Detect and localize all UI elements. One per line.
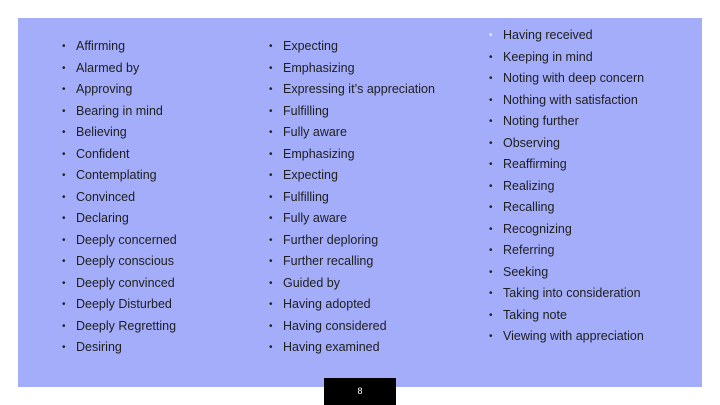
- bullet-icon: •: [62, 41, 66, 52]
- list-item: [269, 79, 435, 101]
- list-item-label: Approving: [76, 82, 133, 96]
- list-item-label: Nothing with satisfaction: [503, 92, 638, 107]
- bullet-icon: •: [269, 256, 273, 267]
- list-item-label: Viewing with appreciation: [503, 329, 644, 343]
- bullet-icon: •: [62, 191, 66, 203]
- list-item: [62, 273, 177, 295]
- list-item: [62, 337, 177, 359]
- list-item: [269, 230, 435, 252]
- bullet-icon: •: [269, 84, 273, 95]
- bullet-icon: •: [62, 62, 66, 74]
- bullet-icon: •: [269, 127, 273, 138]
- list-item-label: Fully aware: [283, 211, 347, 225]
- list-item-label: Having examined: [283, 340, 380, 354]
- list-item-label: Realizing: [503, 178, 555, 193]
- list-item: [489, 111, 644, 133]
- list-item-label: Contemplating: [76, 168, 157, 182]
- list-item: [489, 47, 644, 69]
- list-item: [489, 176, 644, 198]
- list-item-label: Recognizing: [503, 221, 572, 236]
- list-item-label: Taking into consideration: [503, 286, 641, 300]
- bullet-icon: •: [62, 148, 66, 160]
- list-item: [62, 122, 177, 144]
- list-item: [269, 144, 435, 166]
- list-item: [269, 187, 435, 209]
- list-item: [269, 208, 435, 230]
- list-item-label: Seeking: [503, 264, 549, 279]
- list-item: [62, 36, 177, 58]
- list-item-label: Recalling: [503, 200, 555, 214]
- list-item-label: Emphasizing: [283, 146, 355, 161]
- bullet-icon: •: [269, 299, 273, 310]
- list-item: [489, 240, 644, 262]
- list-item: [269, 101, 435, 123]
- bullet-icon: •: [62, 105, 66, 117]
- bullet-icon: •: [269, 277, 273, 289]
- list-item-label: Guided by: [283, 275, 340, 290]
- list-item: [62, 79, 177, 101]
- list-item: [62, 58, 177, 80]
- bullet-icon: •: [269, 320, 273, 332]
- list-item: [489, 219, 644, 241]
- list-item: [489, 68, 644, 90]
- list-item: [489, 197, 644, 219]
- list-item: [489, 305, 644, 327]
- list-item-label: Further deploring: [283, 232, 379, 247]
- bullet-icon: •: [489, 94, 493, 106]
- bullet-icon: •: [269, 148, 273, 160]
- bullet-icon: •: [489, 30, 493, 41]
- bullet-icon: •: [269, 213, 273, 224]
- bullet-icon: •: [269, 191, 273, 203]
- list-item-label: Keeping in mind: [503, 49, 593, 64]
- list-item-label: Fully aware: [283, 125, 347, 139]
- phrase-list-column-1: [62, 36, 177, 359]
- bullet-icon: •: [269, 342, 273, 353]
- bullet-icon: •: [62, 277, 66, 289]
- list-item-label: Expecting: [283, 168, 338, 182]
- list-item: [62, 294, 177, 316]
- bullet-icon: •: [489, 51, 493, 63]
- list-item-label: Emphasizing: [283, 60, 355, 75]
- list-item-label: Deeply Disturbed: [76, 297, 172, 311]
- list-item: [62, 316, 177, 338]
- bullet-icon: •: [489, 159, 493, 170]
- list-item-label: Convinced: [76, 189, 136, 204]
- list-item: [62, 208, 177, 230]
- bullet-icon: •: [62, 320, 66, 332]
- list-item-label: Observing: [503, 135, 560, 150]
- list-item-label: Deeply concerned: [76, 232, 177, 247]
- list-item-label: Reaffirming: [503, 157, 567, 171]
- phrase-list-column-3: [489, 25, 644, 348]
- list-item-label: Having considered: [283, 318, 387, 333]
- list-item: [489, 283, 644, 305]
- list-item: [489, 154, 644, 176]
- list-item-label: Deeply Regretting: [76, 318, 177, 333]
- bullet-icon: •: [489, 137, 493, 149]
- list-item: [62, 187, 177, 209]
- list-item: [269, 165, 435, 187]
- list-item: [62, 251, 177, 273]
- list-item: [269, 36, 435, 58]
- bullet-icon: •: [489, 309, 493, 321]
- list-item-label: Alarmed by: [76, 60, 140, 75]
- bullet-icon: •: [489, 266, 493, 278]
- list-item: [269, 294, 435, 316]
- bullet-icon: •: [62, 342, 66, 353]
- list-item-label: Deeply conscious: [76, 254, 174, 268]
- list-item: [489, 133, 644, 155]
- content-panel: [18, 18, 702, 387]
- list-item-label: Referring: [503, 243, 555, 257]
- list-item: [62, 101, 177, 123]
- bullet-icon: •: [62, 84, 66, 95]
- bullet-icon: •: [62, 170, 66, 181]
- list-item: [489, 326, 644, 348]
- list-item: [269, 122, 435, 144]
- bullet-icon: •: [489, 288, 493, 299]
- bullet-icon: •: [489, 180, 493, 192]
- list-item: [269, 316, 435, 338]
- bullet-icon: •: [489, 116, 493, 127]
- list-item-label: Expressing it’s appreciation: [283, 82, 435, 96]
- bullet-icon: •: [62, 213, 66, 224]
- list-item: [489, 262, 644, 284]
- bullet-icon: •: [269, 105, 273, 117]
- list-item-label: Fulfilling: [283, 103, 329, 118]
- page-number-badge: 8: [324, 378, 396, 405]
- list-item-label: Desiring: [76, 340, 122, 354]
- list-item-label: Deeply convinced: [76, 275, 175, 290]
- list-item-label: Noting with deep concern: [503, 71, 645, 85]
- bullet-icon: •: [269, 41, 273, 52]
- list-item-label: Fulfilling: [283, 189, 329, 204]
- list-item: [269, 58, 435, 80]
- bullet-icon: •: [269, 62, 273, 74]
- list-item-label: Believing: [76, 125, 127, 139]
- list-item-label: Taking note: [503, 307, 567, 322]
- bullet-icon: •: [489, 202, 493, 213]
- list-item-label: Affirming: [76, 39, 126, 53]
- list-item-label: Expecting: [283, 39, 338, 53]
- list-item: [269, 337, 435, 359]
- list-item-label: Bearing in mind: [76, 103, 163, 118]
- bullet-icon: •: [62, 234, 66, 246]
- bullet-icon: •: [489, 73, 493, 84]
- bullet-icon: •: [62, 256, 66, 267]
- phrase-list-column-2: [269, 36, 435, 359]
- bullet-icon: •: [489, 223, 493, 235]
- list-item: [269, 273, 435, 295]
- list-item-label: Having adopted: [283, 297, 371, 311]
- list-item: [269, 251, 435, 273]
- list-item: [62, 144, 177, 166]
- list-item: [62, 165, 177, 187]
- list-item: [489, 90, 644, 112]
- list-item-label: Having received: [503, 28, 593, 42]
- list-item-label: Noting further: [503, 114, 579, 128]
- list-item: [489, 25, 644, 47]
- bullet-icon: •: [269, 170, 273, 181]
- bullet-icon: •: [62, 299, 66, 310]
- bullet-icon: •: [62, 127, 66, 138]
- list-item-label: Further recalling: [283, 254, 374, 268]
- bullet-icon: •: [489, 245, 493, 256]
- list-item-label: Declaring: [76, 211, 129, 225]
- bullet-icon: •: [489, 331, 493, 342]
- list-item: [62, 230, 177, 252]
- bullet-icon: •: [269, 234, 273, 246]
- list-item-label: Confident: [76, 146, 130, 161]
